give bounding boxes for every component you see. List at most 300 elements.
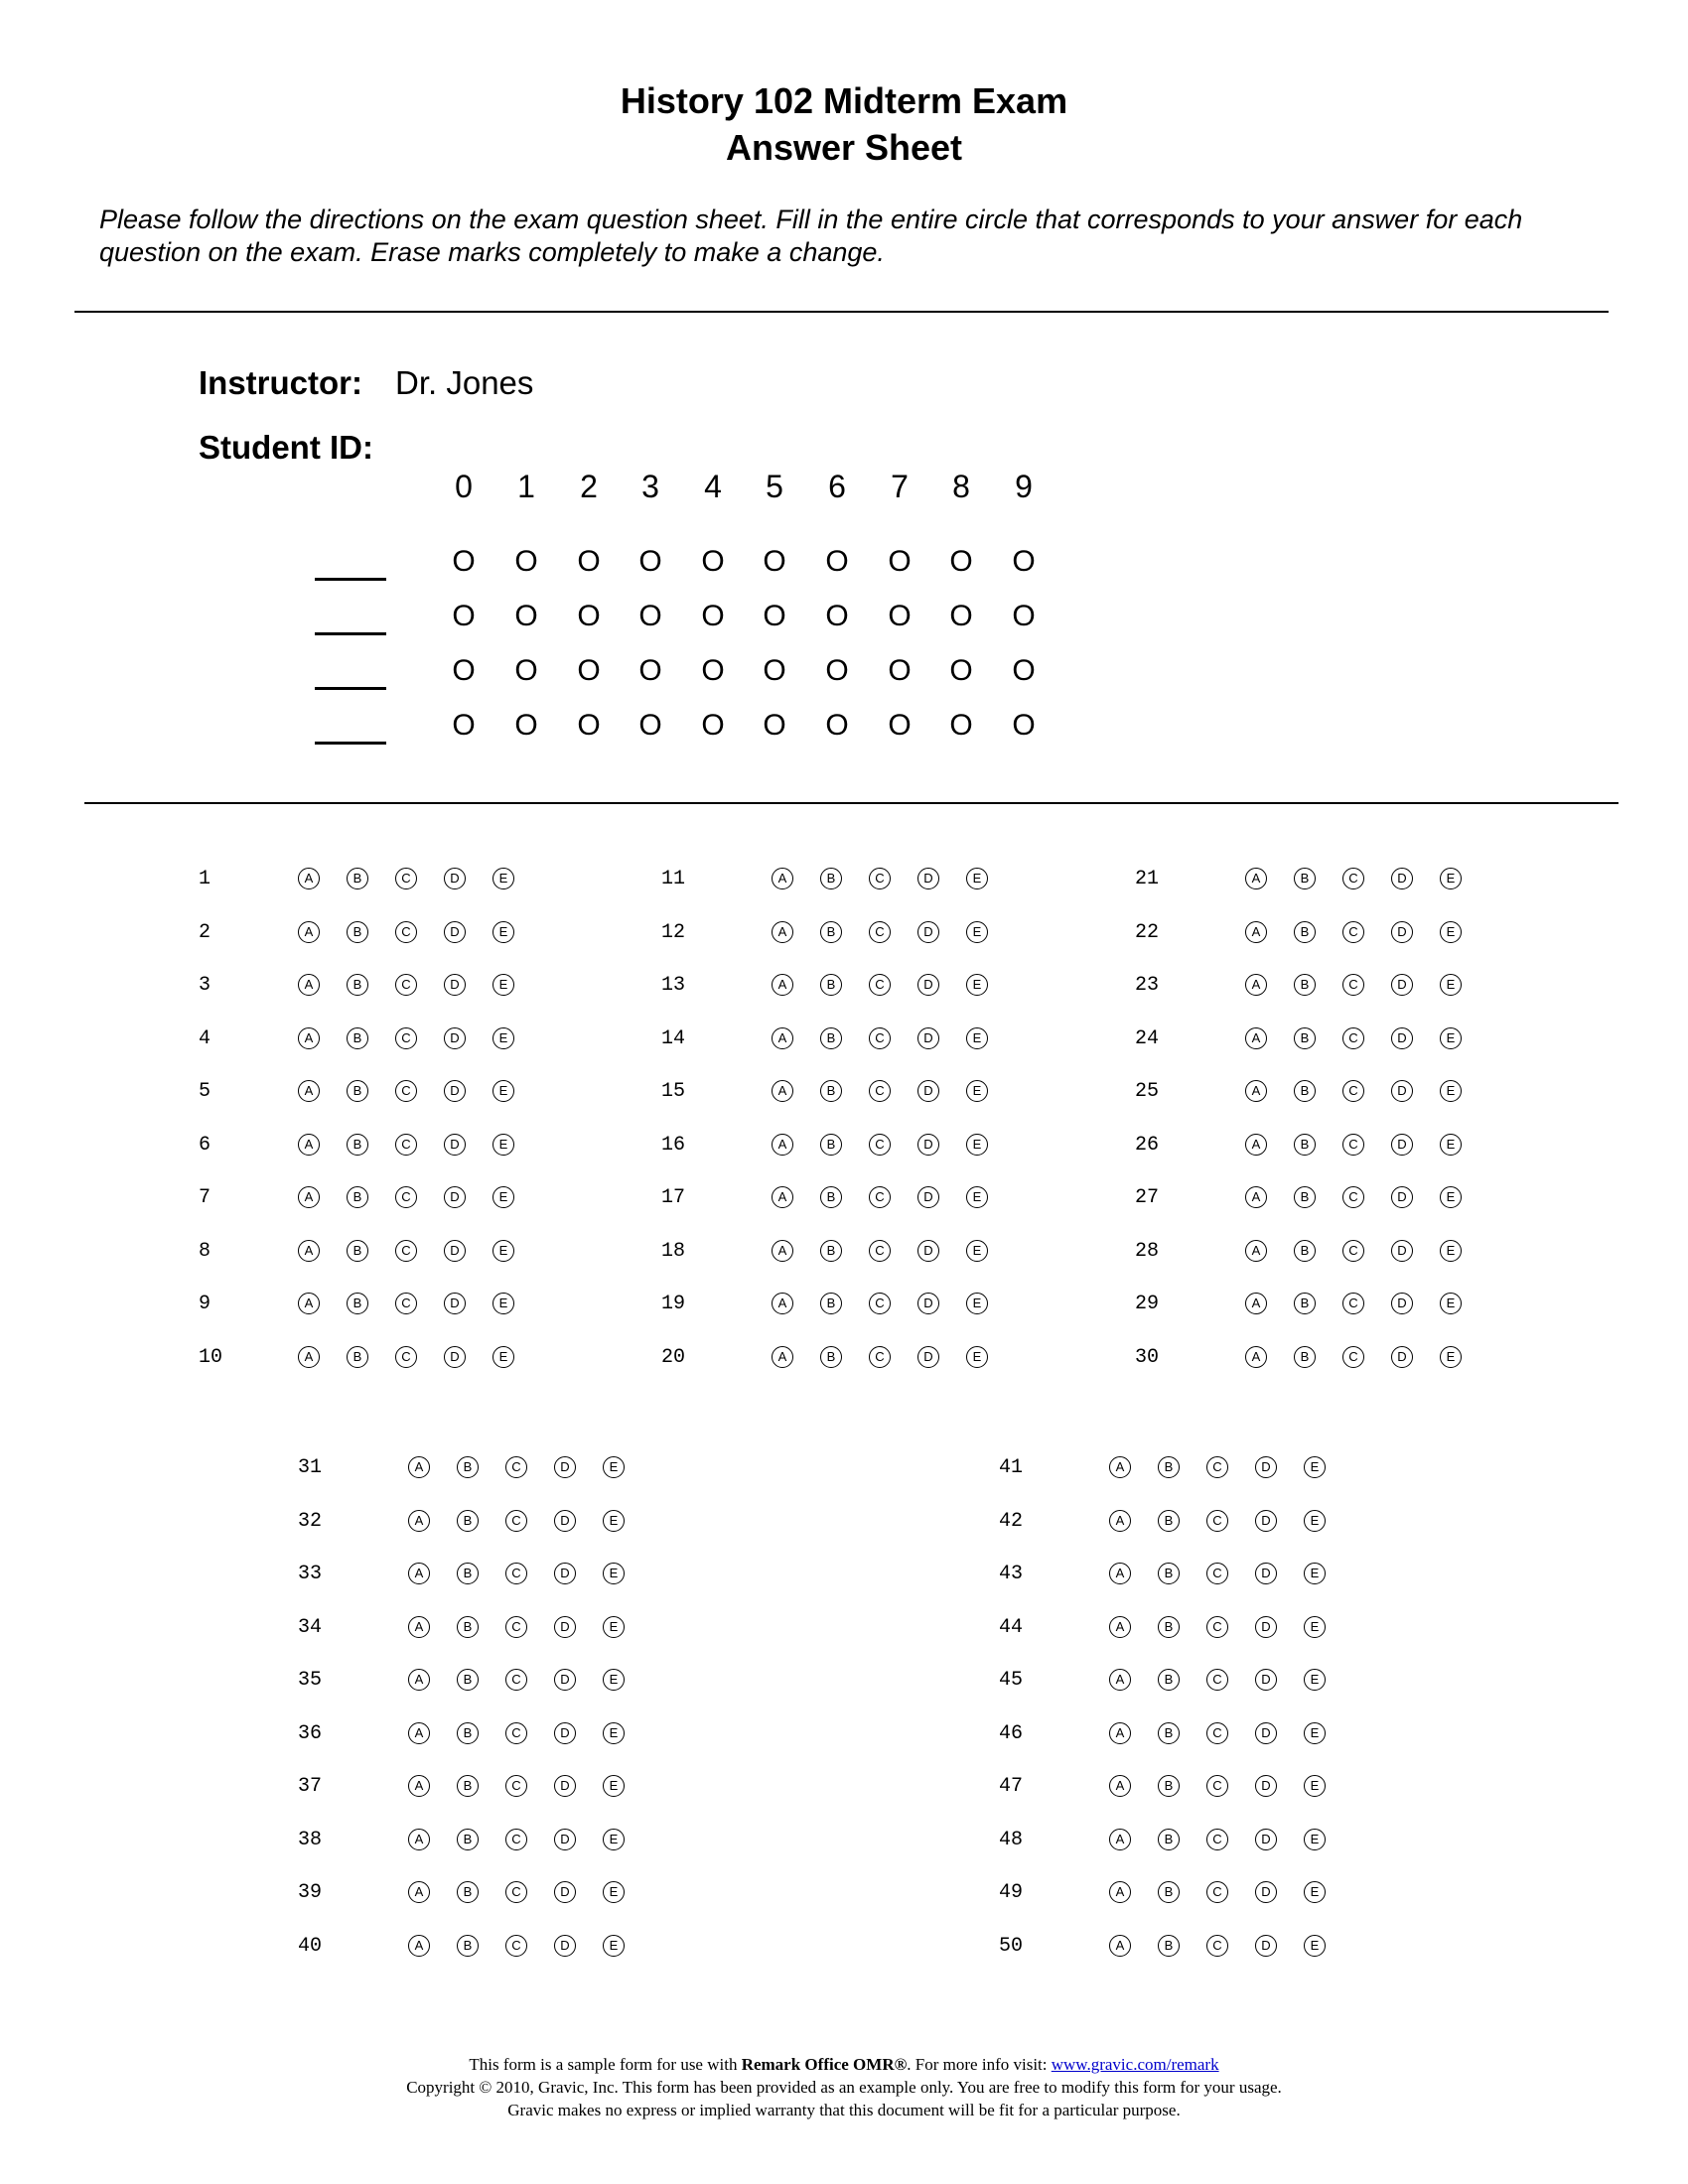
student-id-bubble-1-0[interactable]: O	[452, 545, 476, 578]
answer-bubble-41-b[interactable]: B	[1158, 1456, 1180, 1478]
answer-bubble-31-e[interactable]: E	[603, 1456, 625, 1478]
answer-bubble-14-d[interactable]: D	[917, 1027, 939, 1049]
answer-bubble-33-a[interactable]: A	[408, 1563, 430, 1584]
answer-bubble-15-a[interactable]: A	[772, 1080, 793, 1102]
answer-bubble-11-e[interactable]: E	[966, 868, 988, 889]
answer-bubble-17-e[interactable]: E	[966, 1186, 988, 1208]
answer-bubble-1-e[interactable]: E	[492, 868, 514, 889]
student-id-write-in-1[interactable]	[315, 542, 386, 581]
student-id-bubble-4-2[interactable]: O	[577, 709, 601, 742]
answer-bubble-1-b[interactable]: B	[347, 868, 368, 889]
answer-bubble-13-d[interactable]: D	[917, 974, 939, 996]
answer-bubble-5-e[interactable]: E	[492, 1080, 514, 1102]
answer-bubble-4-e[interactable]: E	[492, 1027, 514, 1049]
answer-bubble-12-e[interactable]: E	[966, 921, 988, 943]
answer-bubble-32-a[interactable]: A	[408, 1510, 430, 1532]
student-id-bubble-4-6[interactable]: O	[825, 709, 849, 742]
student-id-bubble-1-9[interactable]: O	[1012, 545, 1036, 578]
answer-bubble-22-d[interactable]: D	[1391, 921, 1413, 943]
answer-bubble-17-a[interactable]: A	[772, 1186, 793, 1208]
answer-bubble-27-c[interactable]: C	[1342, 1186, 1364, 1208]
answer-bubble-50-b[interactable]: B	[1158, 1935, 1180, 1957]
answer-bubble-9-e[interactable]: E	[492, 1293, 514, 1314]
answer-bubble-7-b[interactable]: B	[347, 1186, 368, 1208]
answer-bubble-7-d[interactable]: D	[444, 1186, 466, 1208]
answer-bubble-38-e[interactable]: E	[603, 1829, 625, 1850]
answer-bubble-38-b[interactable]: B	[457, 1829, 479, 1850]
answer-bubble-6-c[interactable]: C	[395, 1134, 417, 1156]
answer-bubble-50-e[interactable]: E	[1304, 1935, 1326, 1957]
answer-bubble-35-a[interactable]: A	[408, 1669, 430, 1691]
answer-bubble-26-b[interactable]: B	[1294, 1134, 1316, 1156]
answer-bubble-13-e[interactable]: E	[966, 974, 988, 996]
answer-bubble-40-c[interactable]: C	[505, 1935, 527, 1957]
answer-bubble-8-d[interactable]: D	[444, 1240, 466, 1262]
answer-bubble-15-c[interactable]: C	[869, 1080, 891, 1102]
answer-bubble-22-a[interactable]: A	[1245, 921, 1267, 943]
answer-bubble-1-c[interactable]: C	[395, 868, 417, 889]
answer-bubble-7-a[interactable]: A	[298, 1186, 320, 1208]
answer-bubble-36-c[interactable]: C	[505, 1722, 527, 1744]
answer-bubble-47-d[interactable]: D	[1255, 1775, 1277, 1797]
answer-bubble-17-b[interactable]: B	[820, 1186, 842, 1208]
answer-bubble-40-a[interactable]: A	[408, 1935, 430, 1957]
answer-bubble-29-e[interactable]: E	[1440, 1293, 1462, 1314]
gravic-link[interactable]: www.gravic.com/remark	[1051, 2055, 1219, 2074]
question-number-7: 7	[199, 1186, 211, 1209]
answer-bubble-14-c[interactable]: C	[869, 1027, 891, 1049]
answer-bubble-5-a[interactable]: A	[298, 1080, 320, 1102]
answer-bubble-9-a[interactable]: A	[298, 1293, 320, 1314]
answer-bubble-25-a[interactable]: A	[1245, 1080, 1267, 1102]
answer-bubble-12-c[interactable]: C	[869, 921, 891, 943]
answer-bubble-20-c[interactable]: C	[869, 1346, 891, 1368]
answer-bubble-46-d[interactable]: D	[1255, 1722, 1277, 1744]
answer-bubble-42-e[interactable]: E	[1304, 1510, 1326, 1532]
answer-bubble-36-d[interactable]: D	[554, 1722, 576, 1744]
answer-bubble-4-c[interactable]: C	[395, 1027, 417, 1049]
student-id-bubble-2-0[interactable]: O	[452, 600, 476, 632]
answer-bubble-10-b[interactable]: B	[347, 1346, 368, 1368]
answer-bubble-43-d[interactable]: D	[1255, 1563, 1277, 1584]
student-id-bubble-2-7[interactable]: O	[888, 600, 912, 632]
answer-bubble-45-d[interactable]: D	[1255, 1669, 1277, 1691]
answer-bubble-13-a[interactable]: A	[772, 974, 793, 996]
answer-bubble-4-d[interactable]: D	[444, 1027, 466, 1049]
answer-bubble-15-d[interactable]: D	[917, 1080, 939, 1102]
answer-bubble-25-b[interactable]: B	[1294, 1080, 1316, 1102]
answer-bubble-31-c[interactable]: C	[505, 1456, 527, 1478]
answer-bubble-20-d[interactable]: D	[917, 1346, 939, 1368]
answer-bubble-11-c[interactable]: C	[869, 868, 891, 889]
answer-bubble-25-c[interactable]: C	[1342, 1080, 1364, 1102]
answer-bubble-36-b[interactable]: B	[457, 1722, 479, 1744]
question-row-9	[199, 1285, 541, 1324]
answer-bubble-45-b[interactable]: B	[1158, 1669, 1180, 1691]
answer-bubble-16-e[interactable]: E	[966, 1134, 988, 1156]
answer-bubble-16-a[interactable]: A	[772, 1134, 793, 1156]
answer-bubble-13-c[interactable]: C	[869, 974, 891, 996]
answer-bubble-2-e[interactable]: E	[492, 921, 514, 943]
answer-bubble-28-c[interactable]: C	[1342, 1240, 1364, 1262]
answer-bubble-18-d[interactable]: D	[917, 1240, 939, 1262]
answer-bubble-47-b[interactable]: B	[1158, 1775, 1180, 1797]
answer-bubble-24-c[interactable]: C	[1342, 1027, 1364, 1049]
student-id-bubble-1-4[interactable]: O	[701, 545, 725, 578]
answer-bubble-22-b[interactable]: B	[1294, 921, 1316, 943]
answer-bubble-17-c[interactable]: C	[869, 1186, 891, 1208]
answer-bubble-23-b[interactable]: B	[1294, 974, 1316, 996]
student-id-bubble-3-4[interactable]: O	[701, 654, 725, 687]
answer-bubble-44-d[interactable]: D	[1255, 1616, 1277, 1638]
answer-bubble-46-c[interactable]: C	[1206, 1722, 1228, 1744]
student-id-bubble-4-7[interactable]: O	[888, 709, 912, 742]
answer-bubble-34-a[interactable]: A	[408, 1616, 430, 1638]
answer-bubble-37-d[interactable]: D	[554, 1775, 576, 1797]
answer-bubble-37-b[interactable]: B	[457, 1775, 479, 1797]
answer-bubble-2-d[interactable]: D	[444, 921, 466, 943]
answer-bubble-10-e[interactable]: E	[492, 1346, 514, 1368]
answer-bubble-38-c[interactable]: C	[505, 1829, 527, 1850]
answer-bubble-19-b[interactable]: B	[820, 1293, 842, 1314]
answer-bubble-27-e[interactable]: E	[1440, 1186, 1462, 1208]
answer-bubble-48-a[interactable]: A	[1109, 1829, 1131, 1850]
answer-bubble-39-c[interactable]: C	[505, 1881, 527, 1903]
answer-bubble-37-c[interactable]: C	[505, 1775, 527, 1797]
answer-bubble-50-c[interactable]: C	[1206, 1935, 1228, 1957]
answer-bubble-9-d[interactable]: D	[444, 1293, 466, 1314]
answer-bubble-19-c[interactable]: C	[869, 1293, 891, 1314]
answer-bubble-28-a[interactable]: A	[1245, 1240, 1267, 1262]
student-id-bubble-3-7[interactable]: O	[888, 654, 912, 687]
answer-bubble-31-b[interactable]: B	[457, 1456, 479, 1478]
answer-bubble-3-e[interactable]: E	[492, 974, 514, 996]
answer-bubble-9-b[interactable]: B	[347, 1293, 368, 1314]
answer-bubble-12-a[interactable]: A	[772, 921, 793, 943]
answer-bubble-29-d[interactable]: D	[1391, 1293, 1413, 1314]
answer-bubble-2-b[interactable]: B	[347, 921, 368, 943]
answer-bubble-21-e[interactable]: E	[1440, 868, 1462, 889]
answer-bubble-2-a[interactable]: A	[298, 921, 320, 943]
answer-bubble-21-a[interactable]: A	[1245, 868, 1267, 889]
answer-bubble-38-a[interactable]: A	[408, 1829, 430, 1850]
answer-bubble-43-a[interactable]: A	[1109, 1563, 1131, 1584]
student-id-bubble-4-4[interactable]: O	[701, 709, 725, 742]
answer-bubble-22-e[interactable]: E	[1440, 921, 1462, 943]
answer-bubble-44-e[interactable]: E	[1304, 1616, 1326, 1638]
answer-bubble-29-a[interactable]: A	[1245, 1293, 1267, 1314]
answer-bubble-37-a[interactable]: A	[408, 1775, 430, 1797]
answer-bubble-19-d[interactable]: D	[917, 1293, 939, 1314]
answer-bubble-41-c[interactable]: C	[1206, 1456, 1228, 1478]
answer-bubble-41-e[interactable]: E	[1304, 1456, 1326, 1478]
student-id-bubble-3-9[interactable]: O	[1012, 654, 1036, 687]
answer-bubble-49-c[interactable]: C	[1206, 1881, 1228, 1903]
answer-bubble-34-e[interactable]: E	[603, 1616, 625, 1638]
answer-bubble-39-e[interactable]: E	[603, 1881, 625, 1903]
student-id-bubble-1-8[interactable]: O	[949, 545, 973, 578]
student-id-bubble-4-5[interactable]: O	[763, 709, 786, 742]
answer-bubble-20-a[interactable]: A	[772, 1346, 793, 1368]
answer-bubble-42-c[interactable]: C	[1206, 1510, 1228, 1532]
answer-bubble-13-b[interactable]: B	[820, 974, 842, 996]
answer-bubble-36-e[interactable]: E	[603, 1722, 625, 1744]
answer-bubble-6-d[interactable]: D	[444, 1134, 466, 1156]
answer-bubble-24-b[interactable]: B	[1294, 1027, 1316, 1049]
answer-bubble-42-b[interactable]: B	[1158, 1510, 1180, 1532]
answer-bubble-12-b[interactable]: B	[820, 921, 842, 943]
answer-bubble-10-d[interactable]: D	[444, 1346, 466, 1368]
student-id-bubble-4-0[interactable]: O	[452, 709, 476, 742]
answer-bubble-5-b[interactable]: B	[347, 1080, 368, 1102]
answer-bubble-29-c[interactable]: C	[1342, 1293, 1364, 1314]
answer-bubble-32-c[interactable]: C	[505, 1510, 527, 1532]
answer-bubble-47-e[interactable]: E	[1304, 1775, 1326, 1797]
student-id-write-in-2[interactable]	[315, 597, 386, 635]
answer-bubble-5-d[interactable]: D	[444, 1080, 466, 1102]
answer-bubble-47-a[interactable]: A	[1109, 1775, 1131, 1797]
answer-bubble-43-e[interactable]: E	[1304, 1563, 1326, 1584]
student-id-bubble-2-9[interactable]: O	[1012, 600, 1036, 632]
answer-bubble-41-a[interactable]: A	[1109, 1456, 1131, 1478]
answer-bubble-14-a[interactable]: A	[772, 1027, 793, 1049]
answer-bubble-24-d[interactable]: D	[1391, 1027, 1413, 1049]
answer-bubble-49-e[interactable]: E	[1304, 1881, 1326, 1903]
answer-bubble-45-c[interactable]: C	[1206, 1669, 1228, 1691]
answer-bubble-23-e[interactable]: E	[1440, 974, 1462, 996]
answer-bubble-23-d[interactable]: D	[1391, 974, 1413, 996]
answer-bubble-6-e[interactable]: E	[492, 1134, 514, 1156]
answer-bubble-18-a[interactable]: A	[772, 1240, 793, 1262]
answer-bubble-1-a[interactable]: A	[298, 868, 320, 889]
answer-bubble-19-e[interactable]: E	[966, 1293, 988, 1314]
answer-bubble-7-e[interactable]: E	[492, 1186, 514, 1208]
answer-bubble-11-d[interactable]: D	[917, 868, 939, 889]
answer-bubble-33-b[interactable]: B	[457, 1563, 479, 1584]
answer-bubble-23-a[interactable]: A	[1245, 974, 1267, 996]
answer-bubble-45-a[interactable]: A	[1109, 1669, 1131, 1691]
question-row-43	[999, 1555, 1352, 1594]
answer-bubble-45-e[interactable]: E	[1304, 1669, 1326, 1691]
answer-bubble-46-b[interactable]: B	[1158, 1722, 1180, 1744]
answer-bubble-21-b[interactable]: B	[1294, 868, 1316, 889]
answer-bubble-47-c[interactable]: C	[1206, 1775, 1228, 1797]
answer-bubble-44-c[interactable]: C	[1206, 1616, 1228, 1638]
answer-bubble-6-a[interactable]: A	[298, 1134, 320, 1156]
answer-bubble-10-c[interactable]: C	[395, 1346, 417, 1368]
student-id-bubble-3-3[interactable]: O	[638, 654, 662, 687]
answer-bubble-39-d[interactable]: D	[554, 1881, 576, 1903]
answer-bubble-26-a[interactable]: A	[1245, 1134, 1267, 1156]
answer-bubble-27-a[interactable]: A	[1245, 1186, 1267, 1208]
answer-bubble-1-d[interactable]: D	[444, 868, 466, 889]
student-id-bubble-4-9[interactable]: O	[1012, 709, 1036, 742]
student-id-bubble-1-7[interactable]: O	[888, 545, 912, 578]
student-id-bubble-1-2[interactable]: O	[577, 545, 601, 578]
answer-bubble-34-b[interactable]: B	[457, 1616, 479, 1638]
answer-bubble-24-e[interactable]: E	[1440, 1027, 1462, 1049]
answer-bubble-16-c[interactable]: C	[869, 1134, 891, 1156]
answer-bubble-19-a[interactable]: A	[772, 1293, 793, 1314]
answer-bubble-27-d[interactable]: D	[1391, 1186, 1413, 1208]
student-id-bubble-3-2[interactable]: O	[577, 654, 601, 687]
answer-bubble-16-b[interactable]: B	[820, 1134, 842, 1156]
answer-bubble-35-b[interactable]: B	[457, 1669, 479, 1691]
answer-bubble-3-a[interactable]: A	[298, 974, 320, 996]
answer-bubble-40-d[interactable]: D	[554, 1935, 576, 1957]
answer-bubble-6-b[interactable]: B	[347, 1134, 368, 1156]
answer-bubble-35-e[interactable]: E	[603, 1669, 625, 1691]
question-number-19: 19	[661, 1293, 686, 1315]
answer-bubble-8-c[interactable]: C	[395, 1240, 417, 1262]
answer-bubble-23-c[interactable]: C	[1342, 974, 1364, 996]
answer-bubble-49-a[interactable]: A	[1109, 1881, 1131, 1903]
answer-bubble-26-e[interactable]: E	[1440, 1134, 1462, 1156]
answer-bubble-30-d[interactable]: D	[1391, 1346, 1413, 1368]
answer-bubble-39-a[interactable]: A	[408, 1881, 430, 1903]
answer-bubble-34-c[interactable]: C	[505, 1616, 527, 1638]
answer-bubble-34-d[interactable]: D	[554, 1616, 576, 1638]
answer-bubble-49-b[interactable]: B	[1158, 1881, 1180, 1903]
answer-bubble-8-a[interactable]: A	[298, 1240, 320, 1262]
answer-bubble-8-e[interactable]: E	[492, 1240, 514, 1262]
student-id-bubble-2-3[interactable]: O	[638, 600, 662, 632]
answer-bubble-37-e[interactable]: E	[603, 1775, 625, 1797]
answer-bubble-4-b[interactable]: B	[347, 1027, 368, 1049]
answer-bubble-7-c[interactable]: C	[395, 1186, 417, 1208]
answer-bubble-48-c[interactable]: C	[1206, 1829, 1228, 1850]
answer-bubble-8-b[interactable]: B	[347, 1240, 368, 1262]
answer-bubble-49-d[interactable]: D	[1255, 1881, 1277, 1903]
answer-bubble-33-d[interactable]: D	[554, 1563, 576, 1584]
student-id-bubble-2-5[interactable]: O	[763, 600, 786, 632]
answer-bubble-28-b[interactable]: B	[1294, 1240, 1316, 1262]
student-id-bubble-1-5[interactable]: O	[763, 545, 786, 578]
answer-bubble-15-e[interactable]: E	[966, 1080, 988, 1102]
student-id-bubble-2-4[interactable]: O	[701, 600, 725, 632]
student-id-bubble-3-6[interactable]: O	[825, 654, 849, 687]
answer-bubble-46-a[interactable]: A	[1109, 1722, 1131, 1744]
answer-bubble-20-b[interactable]: B	[820, 1346, 842, 1368]
answer-bubble-43-c[interactable]: C	[1206, 1563, 1228, 1584]
student-id-bubble-3-8[interactable]: O	[949, 654, 973, 687]
answer-bubble-32-d[interactable]: D	[554, 1510, 576, 1532]
answer-bubble-18-b[interactable]: B	[820, 1240, 842, 1262]
answer-bubble-42-a[interactable]: A	[1109, 1510, 1131, 1532]
answer-bubble-35-c[interactable]: C	[505, 1669, 527, 1691]
answer-bubble-39-b[interactable]: B	[457, 1881, 479, 1903]
student-id-bubble-1-6[interactable]: O	[825, 545, 849, 578]
answer-bubble-40-b[interactable]: B	[457, 1935, 479, 1957]
answer-bubble-31-a[interactable]: A	[408, 1456, 430, 1478]
answer-bubble-33-c[interactable]: C	[505, 1563, 527, 1584]
student-id-bubble-3-5[interactable]: O	[763, 654, 786, 687]
student-id-bubble-2-2[interactable]: O	[577, 600, 601, 632]
answer-bubble-11-b[interactable]: B	[820, 868, 842, 889]
answer-bubble-21-d[interactable]: D	[1391, 868, 1413, 889]
answer-bubble-12-d[interactable]: D	[917, 921, 939, 943]
answer-bubble-18-e[interactable]: E	[966, 1240, 988, 1262]
answer-bubble-20-e[interactable]: E	[966, 1346, 988, 1368]
answer-bubble-3-d[interactable]: D	[444, 974, 466, 996]
student-id-write-in-3[interactable]	[315, 651, 386, 690]
answer-bubble-14-b[interactable]: B	[820, 1027, 842, 1049]
student-id-write-in-4[interactable]	[315, 706, 386, 745]
answer-bubble-50-a[interactable]: A	[1109, 1935, 1131, 1957]
answer-bubble-28-e[interactable]: E	[1440, 1240, 1462, 1262]
answer-bubble-44-a[interactable]: A	[1109, 1616, 1131, 1638]
answer-bubble-43-b[interactable]: B	[1158, 1563, 1180, 1584]
student-id-bubble-1-3[interactable]: O	[638, 545, 662, 578]
student-id-bubble-1-1[interactable]: O	[514, 545, 538, 578]
answer-bubble-9-c[interactable]: C	[395, 1293, 417, 1314]
answer-bubble-50-d[interactable]: D	[1255, 1935, 1277, 1957]
answer-bubble-30-e[interactable]: E	[1440, 1346, 1462, 1368]
student-id-bubble-2-1[interactable]: O	[514, 600, 538, 632]
answer-bubble-21-c[interactable]: C	[1342, 868, 1364, 889]
answer-bubble-32-e[interactable]: E	[603, 1510, 625, 1532]
answer-bubble-33-e[interactable]: E	[603, 1563, 625, 1584]
question-row-28	[1135, 1232, 1488, 1272]
answer-bubble-2-c[interactable]: C	[395, 921, 417, 943]
answer-bubble-40-e[interactable]: E	[603, 1935, 625, 1957]
student-id-bubble-2-6[interactable]: O	[825, 600, 849, 632]
answer-bubble-5-c[interactable]: C	[395, 1080, 417, 1102]
answer-bubble-18-c[interactable]: C	[869, 1240, 891, 1262]
answer-bubble-46-e[interactable]: E	[1304, 1722, 1326, 1744]
student-id-bubble-4-3[interactable]: O	[638, 709, 662, 742]
answer-bubble-27-b[interactable]: B	[1294, 1186, 1316, 1208]
answer-bubble-28-d[interactable]: D	[1391, 1240, 1413, 1262]
answer-bubble-25-d[interactable]: D	[1391, 1080, 1413, 1102]
answer-bubble-30-b[interactable]: B	[1294, 1346, 1316, 1368]
answer-bubble-4-a[interactable]: A	[298, 1027, 320, 1049]
answer-bubble-32-b[interactable]: B	[457, 1510, 479, 1532]
answer-bubble-44-b[interactable]: B	[1158, 1616, 1180, 1638]
answer-bubble-30-c[interactable]: C	[1342, 1346, 1364, 1368]
answer-bubble-38-d[interactable]: D	[554, 1829, 576, 1850]
answer-bubble-11-a[interactable]: A	[772, 868, 793, 889]
answer-bubble-41-d[interactable]: D	[1255, 1456, 1277, 1478]
student-id-bubble-2-8[interactable]: O	[949, 600, 973, 632]
answer-bubble-35-d[interactable]: D	[554, 1669, 576, 1691]
answer-bubble-48-e[interactable]: E	[1304, 1829, 1326, 1850]
answer-bubble-30-a[interactable]: A	[1245, 1346, 1267, 1368]
student-id-bubble-3-0[interactable]: O	[452, 654, 476, 687]
student-id-bubble-4-1[interactable]: O	[514, 709, 538, 742]
answer-bubble-3-b[interactable]: B	[347, 974, 368, 996]
answer-bubble-22-c[interactable]: C	[1342, 921, 1364, 943]
student-id-bubble-3-1[interactable]: O	[514, 654, 538, 687]
answer-bubble-42-d[interactable]: D	[1255, 1510, 1277, 1532]
answer-bubble-25-e[interactable]: E	[1440, 1080, 1462, 1102]
answer-bubble-16-d[interactable]: D	[917, 1134, 939, 1156]
answer-bubble-3-c[interactable]: C	[395, 974, 417, 996]
answer-bubble-26-c[interactable]: C	[1342, 1134, 1364, 1156]
answer-bubble-36-a[interactable]: A	[408, 1722, 430, 1744]
answer-bubble-29-b[interactable]: B	[1294, 1293, 1316, 1314]
answer-bubble-48-b[interactable]: B	[1158, 1829, 1180, 1850]
answer-bubble-17-d[interactable]: D	[917, 1186, 939, 1208]
answer-bubble-14-e[interactable]: E	[966, 1027, 988, 1049]
answer-bubble-26-d[interactable]: D	[1391, 1134, 1413, 1156]
answer-bubble-48-d[interactable]: D	[1255, 1829, 1277, 1850]
student-id-bubble-4-8[interactable]: O	[949, 709, 973, 742]
answer-bubble-15-b[interactable]: B	[820, 1080, 842, 1102]
answer-bubble-31-d[interactable]: D	[554, 1456, 576, 1478]
answer-bubble-24-a[interactable]: A	[1245, 1027, 1267, 1049]
answer-bubble-10-a[interactable]: A	[298, 1346, 320, 1368]
